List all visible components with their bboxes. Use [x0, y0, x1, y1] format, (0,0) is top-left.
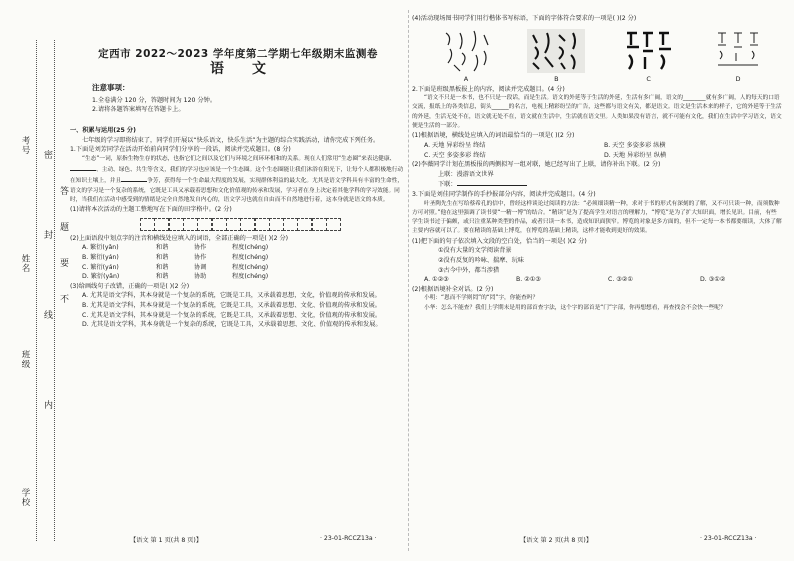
page-code: · 23-01-RCCZ13a ·	[700, 535, 757, 542]
calligraphy-image-d	[710, 27, 766, 73]
sentence-item: ③古今中外，都当涉猎	[438, 266, 500, 274]
question-2-2: (2)李薇同学计划在黑板报的两侧拟写一组对联，她已经写出了上联，请你补出下联。(2 分)	[412, 161, 661, 169]
calligraphy-image-c	[621, 27, 677, 73]
section-heading: 一、积累与运用(25 分)	[70, 126, 136, 134]
option-row[interactable]: A. 繁衍(yǎn) 和谐 协作 程度(chéng)	[82, 244, 269, 252]
page-footer: 【语文 第 1 页(共 8 页)】	[130, 537, 203, 544]
subject-title: 语文	[210, 60, 294, 77]
page-code: · 23-01-RCCZ13a ·	[320, 535, 377, 542]
seal-char-bu: 不	[58, 294, 68, 313]
seal-char-da: 答	[58, 186, 68, 205]
question-3-passage: 叶圣陶先生在写给蔡希孔的信中，曾经这样谈论过阅读的方法：“必须细读精一种，求对于书的形式有深刻的了解，又不可只读一种，而须数种方可对照。”他在这里强调了读书要“一精一博”的结合。“精读”是为了提高学生对语言的理解力，“博览”是为了扩大知识面，增长见识。目前，有些学生读书过于偏颇，或只注重某种类型的作品，或者只读一本书，造成知识面狭窄。博览的对象是多方面的，但不一定每一本书都要细读，大体了解主要内容就可以了。要在精读的基础上博览，在博览的基础上精读，这样才能收到更好的效果。	[412, 200, 782, 235]
calligraphy-option-a[interactable]: A	[440, 27, 492, 85]
tian-grid[interactable]	[140, 218, 406, 231]
seal-char-yao: 要	[58, 258, 68, 277]
seal-char-nei: 内	[42, 400, 52, 419]
page-footer: 【语文 第 2 页(共 8 页)】	[520, 537, 593, 544]
sentence-item: ①没有大量的文学阅读背景	[438, 247, 512, 255]
name-label: 姓名	[20, 254, 30, 273]
option-d[interactable]: D. 尤其是语文学科，其本身就是一个复杂的系统，它既是工具，又承载着思想、文化、价值观的传承和发展。	[82, 321, 382, 329]
question-1-stem: 1.下面是刘芳同学在活动开始前向同学们分享的一段话，阅读并完成题目。(8 分)	[70, 146, 291, 154]
couplet-upper: 上联：漫游语文世界	[438, 170, 494, 178]
class-label: 班级	[20, 350, 30, 369]
dialogue-line: 小华：怎么不能查？我们上学期末是用的部首查字法，这个字的部首是“门”字部，你再想想看，再查找会不会快一些呢？	[424, 304, 726, 311]
seal-char-xian: 线	[42, 310, 52, 329]
page-two	[412, 14, 782, 313]
notice-heading: 注意事项：	[92, 83, 130, 93]
dialogue-line: 小明：“恩而不学则罔”的“罔”字，你能查吗？	[424, 295, 539, 302]
question-1-1: (1)请将本次活动的主题工整地写在下面的田字格中。(2 分)	[70, 206, 232, 214]
question-3-stem: 3.下面是刘佳同学制作的手抄报部分内容，阅读并完成题目。(4 分)	[412, 190, 596, 198]
option-row[interactable]: A. 天地 异彩纷呈 终结 B. 天空 多姿多彩 纵横	[424, 141, 666, 149]
page-one	[70, 14, 406, 330]
exam-title: 定西市 2022～2023 学年度第二学期七年级期末监测卷	[98, 48, 378, 60]
option-row[interactable]: B. 繁衍(yán) 和谐 协作 程度(chéng)	[82, 254, 269, 262]
question-1-2: (2)上面语段中划点字的注音和横线处应填入的词语，全部正确的一项是( )(2 分)	[70, 234, 289, 242]
question-3-2: (2)根据语境补全对话。(2 分)	[412, 285, 494, 293]
answer-blank	[457, 179, 527, 186]
notice-item: 2.请将各题答案填写在答题卡上。	[92, 106, 185, 114]
seal-char-mi: 密	[42, 150, 52, 169]
sentence-item: ②没有反复的吟咏、揣摩、玩味	[438, 256, 524, 264]
answer-blank	[121, 175, 147, 182]
option-c[interactable]: C. 尤其是语文学科，其本身就是一个复杂的系统，它既是工具，又承载着思想、文化，价值观的传承和发展。	[82, 311, 382, 319]
answer-blank	[70, 164, 96, 171]
option-row[interactable]: A. ①②③ B. ②①③ C. ③②① D. ③①②	[424, 276, 726, 284]
option-b[interactable]: B. 尤其是语文学科，其本身就是一个复杂的系统，它既是工具，又承载着思想、文化、价值观的传承和发展。	[82, 301, 381, 309]
seal-line	[54, 40, 55, 541]
notice-item: 1.全卷满分 120 分，答题时间为 120 分钟。	[92, 96, 217, 104]
question-2-stem: 2.下面是班级黑板报上的内容，阅读并完成题目。(4 分)	[412, 85, 565, 93]
option-a[interactable]: A. 尤其是语文学科，其本身就是一个复杂的系统，它既是工具，又承载着思想，文化，价值观的传承和发展。	[82, 292, 381, 300]
question-1-passage: “生态”一词，原指生物生存的状态，也指它们之间以及它们与环境之间环环相和的关系。现在人们常用“生态圈”来表达健康、、主动、绿色、共生等含义，我们的学习也应该是一个生态圈。这个生态圈能让我们沐浴在阳光下，让每个人都积极地行动在知识土壤上，并且 争芳，获得每一个生命最大程度的发展，实现群体利益的最大化。尤其是语文学科具有丰富的生命性，语文的学习是一个复杂的系统，它既是工具又承载着思想和文化价值观的传承和发展，学习者在身上决定着其他学科的学习效能。同时，当我们在活动中感受到的情绪是完全自然地发自内心的，语文学习也就在自由而不自然地进行着，这本身就是语文的本质。	[70, 155, 404, 203]
calligraphy-image-a	[440, 27, 492, 73]
section-intro: 七年级的学习即将结束了，同学们开展以“快乐语文，快乐生活”为主题的综合实践活动，请你完成下列任务。	[82, 136, 380, 144]
option-row[interactable]: C. 繁衍(yán) 和谐 协调 程度(chéng)	[82, 263, 269, 271]
calligraphy-options	[412, 24, 782, 85]
question-1-4: (4)活动现场图书同学们用行楷体书写标语，下面的字体符合要求的一项是( )(2 分)	[412, 15, 637, 22]
binding-margin	[0, 0, 68, 561]
calligraphy-option-c[interactable]: C	[621, 27, 677, 85]
option-row[interactable]: C. 天空 多姿多彩 终结 D. 天地 异彩纷呈 纵横	[424, 151, 667, 159]
question-2-1: (1)根据语境，横线处应填入的词语最恰当的一项是( )(2 分)	[412, 132, 575, 140]
option-row[interactable]: D. 繁衍(yǎn) 和谐 协助 程度(chéng)	[82, 273, 269, 281]
question-2-passage: “语文不只是一本书，也不只是一段话，而是生活。语文的外延等于生活的外延，生活有多广阔，语文的________就有多广阔，人的每天的口语交流，报纸上的各类信息，街头______的名言，电视上精彩纷呈的广告，这些都与语文有关，都是语文。语文是生活本来的样子，它的外延等于生活的外延，生活无处不在，语文就无处不在，语文就在生活中，生活就在语文里。人类如果没有语言，就不可能有文化，我们在生活中学习语文，语文便是生活的一部分。	[412, 95, 782, 130]
question-3-1: (1)把下面的句子依次填入文段的空白处，恰当的一项是( )(2 分)	[412, 237, 587, 245]
couplet-lower[interactable]: 下联：	[412, 179, 782, 190]
calligraphy-option-d[interactable]: D	[710, 27, 766, 85]
seal-char-feng: 封	[42, 230, 52, 249]
calligraphy-option-b[interactable]: B	[525, 27, 587, 85]
calligraphy-image-b	[525, 27, 587, 73]
seal-char-ti: 题	[58, 222, 68, 241]
question-1-3: (3)给画线句子改错，正确的一项是( )(2 分)	[70, 282, 190, 290]
page-divider	[408, 10, 409, 551]
seal-line	[36, 40, 37, 541]
exam-number-label: 考号	[20, 136, 30, 155]
school-label: 学校	[20, 488, 30, 507]
